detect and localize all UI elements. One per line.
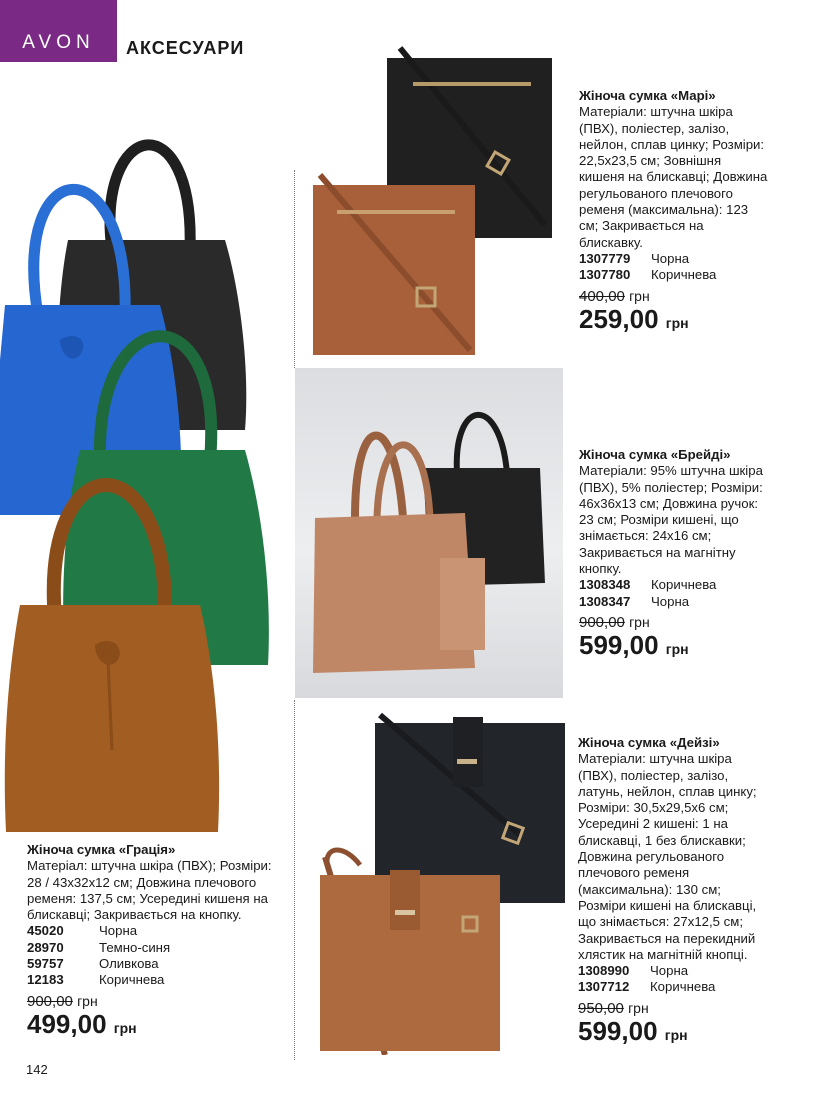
currency: грн <box>665 641 689 658</box>
variant-code: 1308348 <box>579 577 631 593</box>
currency: грн <box>77 992 98 1009</box>
old-price <box>579 288 769 305</box>
product-daisy <box>578 735 768 1049</box>
variant-row <box>579 594 769 610</box>
old-price <box>578 1000 768 1017</box>
variant-row <box>27 956 279 972</box>
mari-bags-image <box>305 40 570 360</box>
product-variants <box>579 577 769 610</box>
variant-row <box>27 940 279 956</box>
old-price-value: 900,00 <box>579 613 625 631</box>
variant-row <box>579 577 769 593</box>
product-variants <box>578 963 768 996</box>
new-price <box>578 1017 768 1049</box>
currency: грн <box>665 314 689 331</box>
new-price-value: 599,00 <box>578 1016 658 1047</box>
variant-code: 1307780 <box>579 267 631 283</box>
daisy-bags-image <box>305 705 570 1055</box>
currency: грн <box>664 1027 688 1044</box>
product-name: Жіноча сумка «Дейзі» <box>578 735 720 750</box>
product-description: Матеріали: штучна шкіра (ПВХ), поліестер, залізо, нейлон, сплав цинку; Розміри: 22,5x23,5 см; Зовнішня кишеня на блискавці; Довжина регульованого плечового ременя (максимальна): 123 см; Закривається на блискавку. <box>579 104 768 250</box>
variant-color: Темно-синя <box>99 939 171 955</box>
product-name: Жіноча сумка «Грація» <box>27 842 176 857</box>
variant-code: 59757 <box>27 956 64 972</box>
currency: грн <box>628 999 649 1016</box>
variant-color: Коричнева <box>650 979 716 995</box>
variant-color: Коричнева <box>99 972 165 988</box>
variant-row <box>578 963 768 979</box>
brand-logo-box <box>0 0 117 62</box>
product-description: Матеріали: 95% штучна шкіра (ПВХ), 5% поліестер; Розміри: 46x36x13 см; Довжина ручок: 23 см; Розміри кишені, що знімається: 24x16 см; Закривається на магнітну кнопку. <box>579 463 763 577</box>
product-variants <box>579 251 769 284</box>
variant-row <box>27 972 279 988</box>
variant-code: 1308990 <box>578 963 630 979</box>
variant-code: 45020 <box>27 923 64 939</box>
product-name: Жіноча сумка «Марі» <box>579 88 716 103</box>
variant-color: Чорна <box>650 963 689 979</box>
variant-color: Чорна <box>651 593 690 609</box>
product-description: Матеріали: штучна шкіра (ПВХ), поліестер, залізо, латунь, нейлон, сплав цинку; Розміри: 30,5x29,5x6 см; Усередині 2 кишені: 1 на блискавці, 1 без блискавки; Довжина регульованого плечового ременя (максимальна): 130 см; Розміри кишені на блискавці, що знімається: 27x12,5 см; Закривається на перекидний хлястик на магнітній кнопці. <box>578 751 757 962</box>
brand-logo: AVON <box>22 32 95 53</box>
product-mari <box>579 88 769 337</box>
column-divider <box>294 700 295 1060</box>
new-price-value: 599,00 <box>579 630 659 661</box>
breidy-bags-image <box>295 368 563 698</box>
variant-code: 12183 <box>27 972 64 988</box>
new-price-value: 499,00 <box>27 1008 107 1039</box>
variant-code: 1308347 <box>579 593 631 609</box>
variant-row <box>579 251 769 267</box>
old-price-value: 950,00 <box>578 999 624 1017</box>
variant-color: Коричнева <box>651 267 717 283</box>
currency: грн <box>629 287 650 304</box>
product-description: Матеріал: штучна шкіра (ПВХ); Розміри: 28 / 43x32x12 см; Довжина плечового ременя: 137,5 см; Усередині кишеня на блискавці; Закривається на кнопку. <box>27 858 272 923</box>
variant-row <box>579 267 769 283</box>
variant-color: Коричнева <box>651 577 717 593</box>
product-name: Жіноча сумка «Брейді» <box>579 447 731 462</box>
variant-code: 28970 <box>27 939 64 955</box>
old-price-value: 900,00 <box>27 992 73 1010</box>
page-number: 142 <box>26 1062 48 1077</box>
gracia-bags-image <box>0 100 285 835</box>
product-gracia <box>27 842 279 1042</box>
variant-color: Оливкова <box>99 956 159 972</box>
currency: грн <box>113 1019 137 1036</box>
section-title: АКСЕСУАРИ <box>126 38 245 58</box>
variant-row <box>27 923 279 939</box>
column-divider <box>294 170 295 368</box>
old-price <box>27 993 279 1010</box>
old-price <box>579 614 769 631</box>
new-price-value: 259,00 <box>579 303 659 334</box>
new-price <box>27 1010 279 1042</box>
product-variants <box>27 923 279 988</box>
variant-color: Чорна <box>99 923 138 939</box>
product-breidy <box>579 447 769 663</box>
new-price <box>579 305 769 337</box>
variant-color: Чорна <box>651 250 690 266</box>
variant-code: 1307712 <box>578 979 630 995</box>
new-price <box>579 631 769 663</box>
old-price-value: 400,00 <box>579 287 625 305</box>
variant-row <box>578 979 768 995</box>
currency: грн <box>629 613 650 630</box>
variant-code: 1307779 <box>579 250 631 266</box>
